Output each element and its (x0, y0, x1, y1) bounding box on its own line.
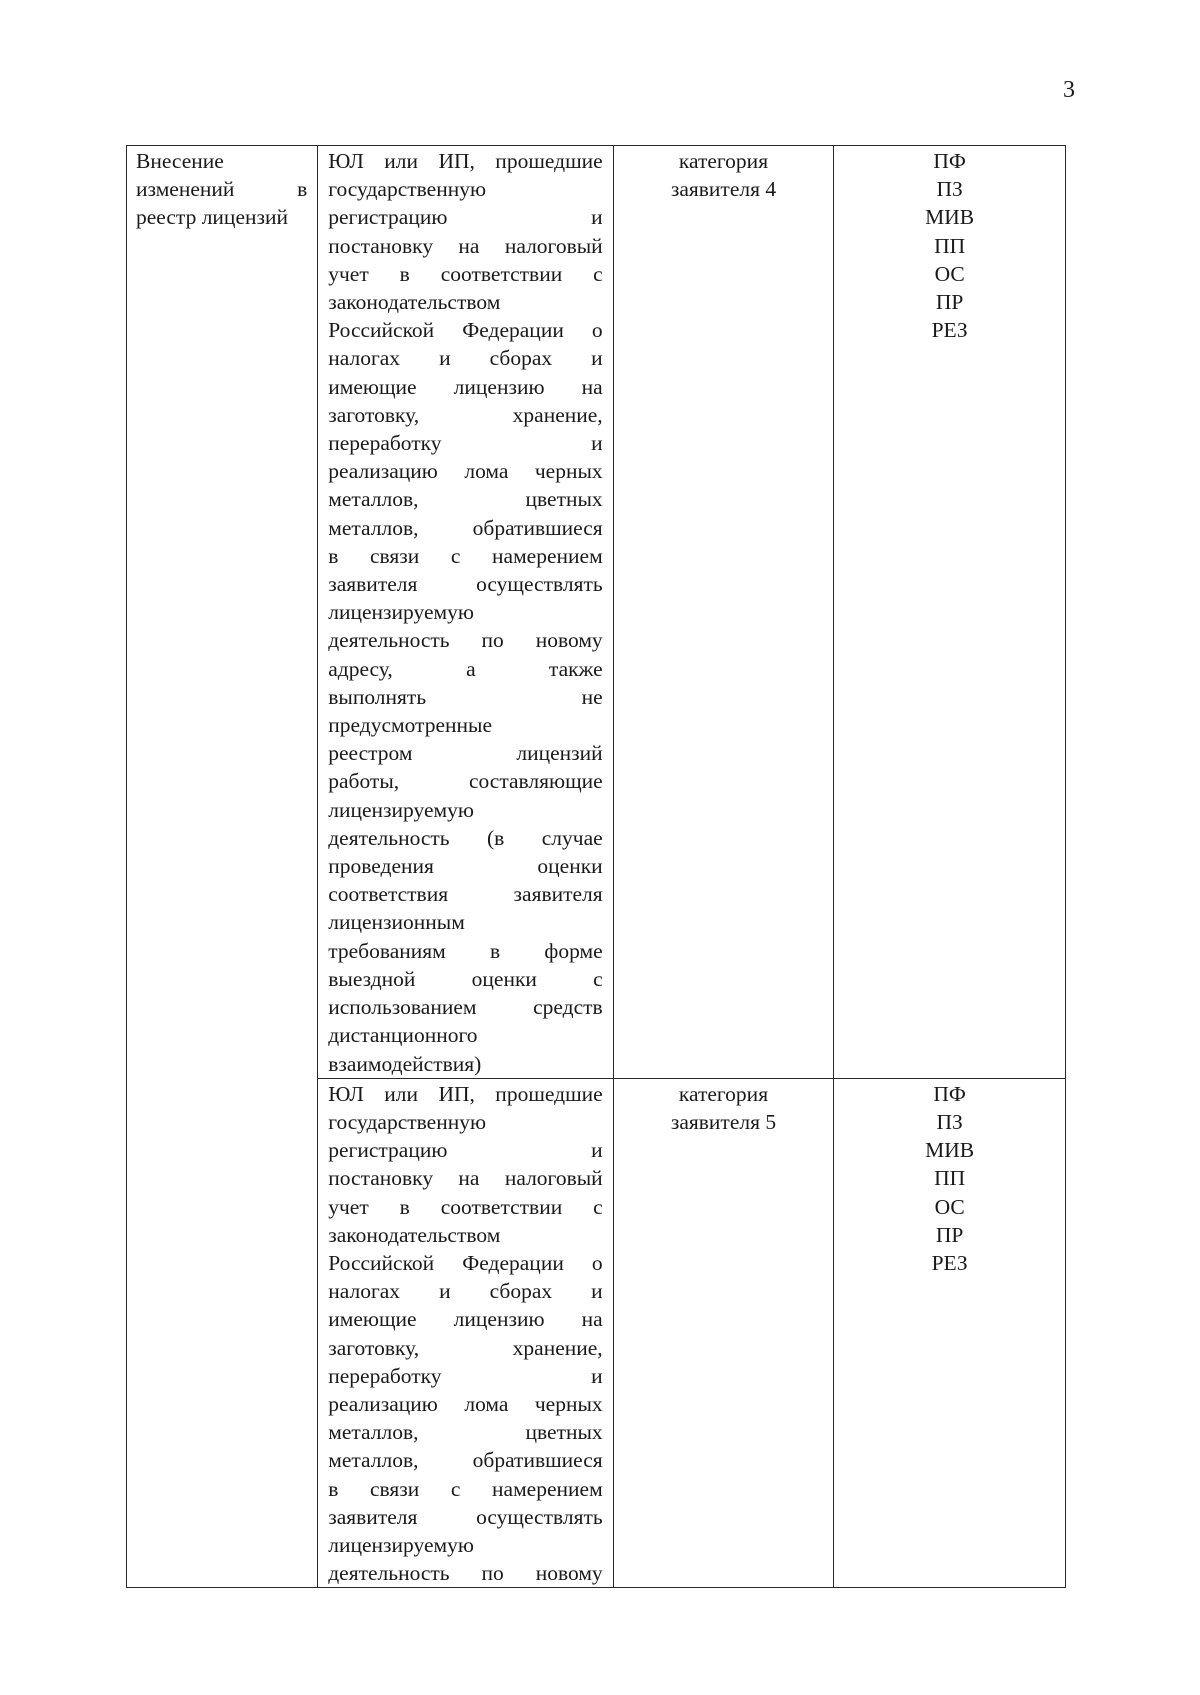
description-line: в связи с намерением (328, 543, 603, 568)
table-row (127, 146, 1066, 1079)
applicant-category-cell (613, 1078, 834, 1588)
description-line: заявителя осуществлять (328, 1504, 603, 1529)
category-line: категория (678, 1081, 769, 1106)
license-procedure-table (126, 145, 1066, 1588)
description-line: законодательством (328, 290, 501, 315)
description-line: имеющие лицензию на (328, 1307, 603, 1332)
document-code: ПР (935, 1222, 964, 1247)
description-line: соответствия заявителя (328, 882, 603, 907)
description-line: государственную (328, 1109, 487, 1134)
description-line: реестром лицензий (328, 741, 603, 766)
procedure-cell (127, 146, 318, 1588)
description-line: заявителя осуществлять (328, 572, 603, 597)
document-code: ОС (934, 261, 965, 286)
description-line: лицензируемую (328, 797, 474, 822)
description-line: переработку и (328, 1363, 603, 1388)
description-line: выполнять не (328, 684, 603, 709)
document-code: РЕЗ (931, 1250, 968, 1275)
description-line: заготовку, хранение, (328, 1335, 603, 1360)
description-line: деятельность по новому (328, 1561, 603, 1586)
description-line: учет в соответствии с (328, 261, 603, 286)
document-code: РЕЗ (931, 318, 968, 343)
description-line: ЮЛ или ИП, прошедшие (328, 1081, 603, 1106)
description-line: учет в соответствии с (328, 1194, 603, 1219)
description-line: использованием средств (328, 995, 603, 1020)
document-code: ПФ (933, 1081, 966, 1106)
description-line: заготовку, хранение, (328, 402, 603, 427)
description-line: адресу, а также (328, 656, 603, 681)
description-line: постановку на налоговый (328, 233, 603, 258)
description-line: регистрацию и (328, 1138, 603, 1163)
description-line: Российской Федерации о (328, 318, 603, 343)
description-line: законодательством (328, 1222, 501, 1247)
description-line: деятельность по новому (328, 628, 603, 653)
description-line: металлов, цветных (328, 1420, 603, 1445)
description-line: деятельность (в случае (328, 825, 603, 850)
description-line: лицензируемую (328, 1532, 474, 1557)
description-line: дистанционного (328, 1023, 478, 1048)
document-code: ПП (934, 1166, 966, 1191)
category-line: заявителя 4 (670, 177, 777, 202)
procedure-line: Внесение (136, 149, 224, 173)
applicant-description-cell (318, 1078, 613, 1588)
description-line: имеющие лицензию на (328, 374, 603, 399)
description-line: Российской Федерации о (328, 1250, 603, 1275)
description-line: реализацию лома черных (328, 459, 603, 484)
document-codes-cell (834, 146, 1066, 1079)
description-line: металлов, цветных (328, 487, 603, 512)
applicant-category-cell (613, 146, 834, 1079)
description-line: взаимодействия) (328, 1051, 482, 1076)
description-line: лицензионным (328, 910, 465, 935)
document-code: МИВ (925, 205, 975, 230)
procedure-line: изменений в (136, 177, 308, 202)
description-line: предусмотренные (328, 713, 493, 738)
description-line: требованиям в форме (328, 938, 603, 963)
description-line: налогах и сборах и (328, 1279, 603, 1304)
document-code: ПЗ (936, 1109, 963, 1134)
description-line: постановку на налоговый (328, 1166, 603, 1191)
description-line: регистрацию и (328, 205, 603, 230)
description-line: работы, составляющие (328, 769, 603, 794)
document-code: ПР (935, 290, 964, 315)
category-line: категория (678, 149, 769, 173)
document-codes-cell (834, 1078, 1066, 1588)
applicant-description-cell (318, 146, 613, 1079)
description-line: налогах и сборах и (328, 346, 603, 371)
page-number: 3 (1063, 77, 1075, 103)
document-code: МИВ (925, 1138, 975, 1163)
description-line: переработку и (328, 431, 603, 456)
description-line: проведения оценки (328, 854, 603, 879)
description-line: металлов, обратившиеся (328, 515, 603, 540)
document-code: ПФ (933, 149, 966, 173)
document-code: ОС (934, 1194, 965, 1219)
procedure-line: реестр лицензий (136, 205, 288, 230)
description-line: в связи с намерением (328, 1476, 603, 1501)
document-code: ПП (934, 233, 966, 258)
description-line: реализацию лома черных (328, 1391, 603, 1416)
description-line: металлов, обратившиеся (328, 1448, 603, 1473)
document-code: ПЗ (936, 177, 963, 202)
description-line: государственную (328, 177, 487, 202)
description-line: ЮЛ или ИП, прошедшие (328, 149, 603, 173)
description-line: выездной оценки с (328, 966, 603, 991)
category-line: заявителя 5 (670, 1109, 777, 1134)
description-line: лицензируемую (328, 600, 474, 625)
